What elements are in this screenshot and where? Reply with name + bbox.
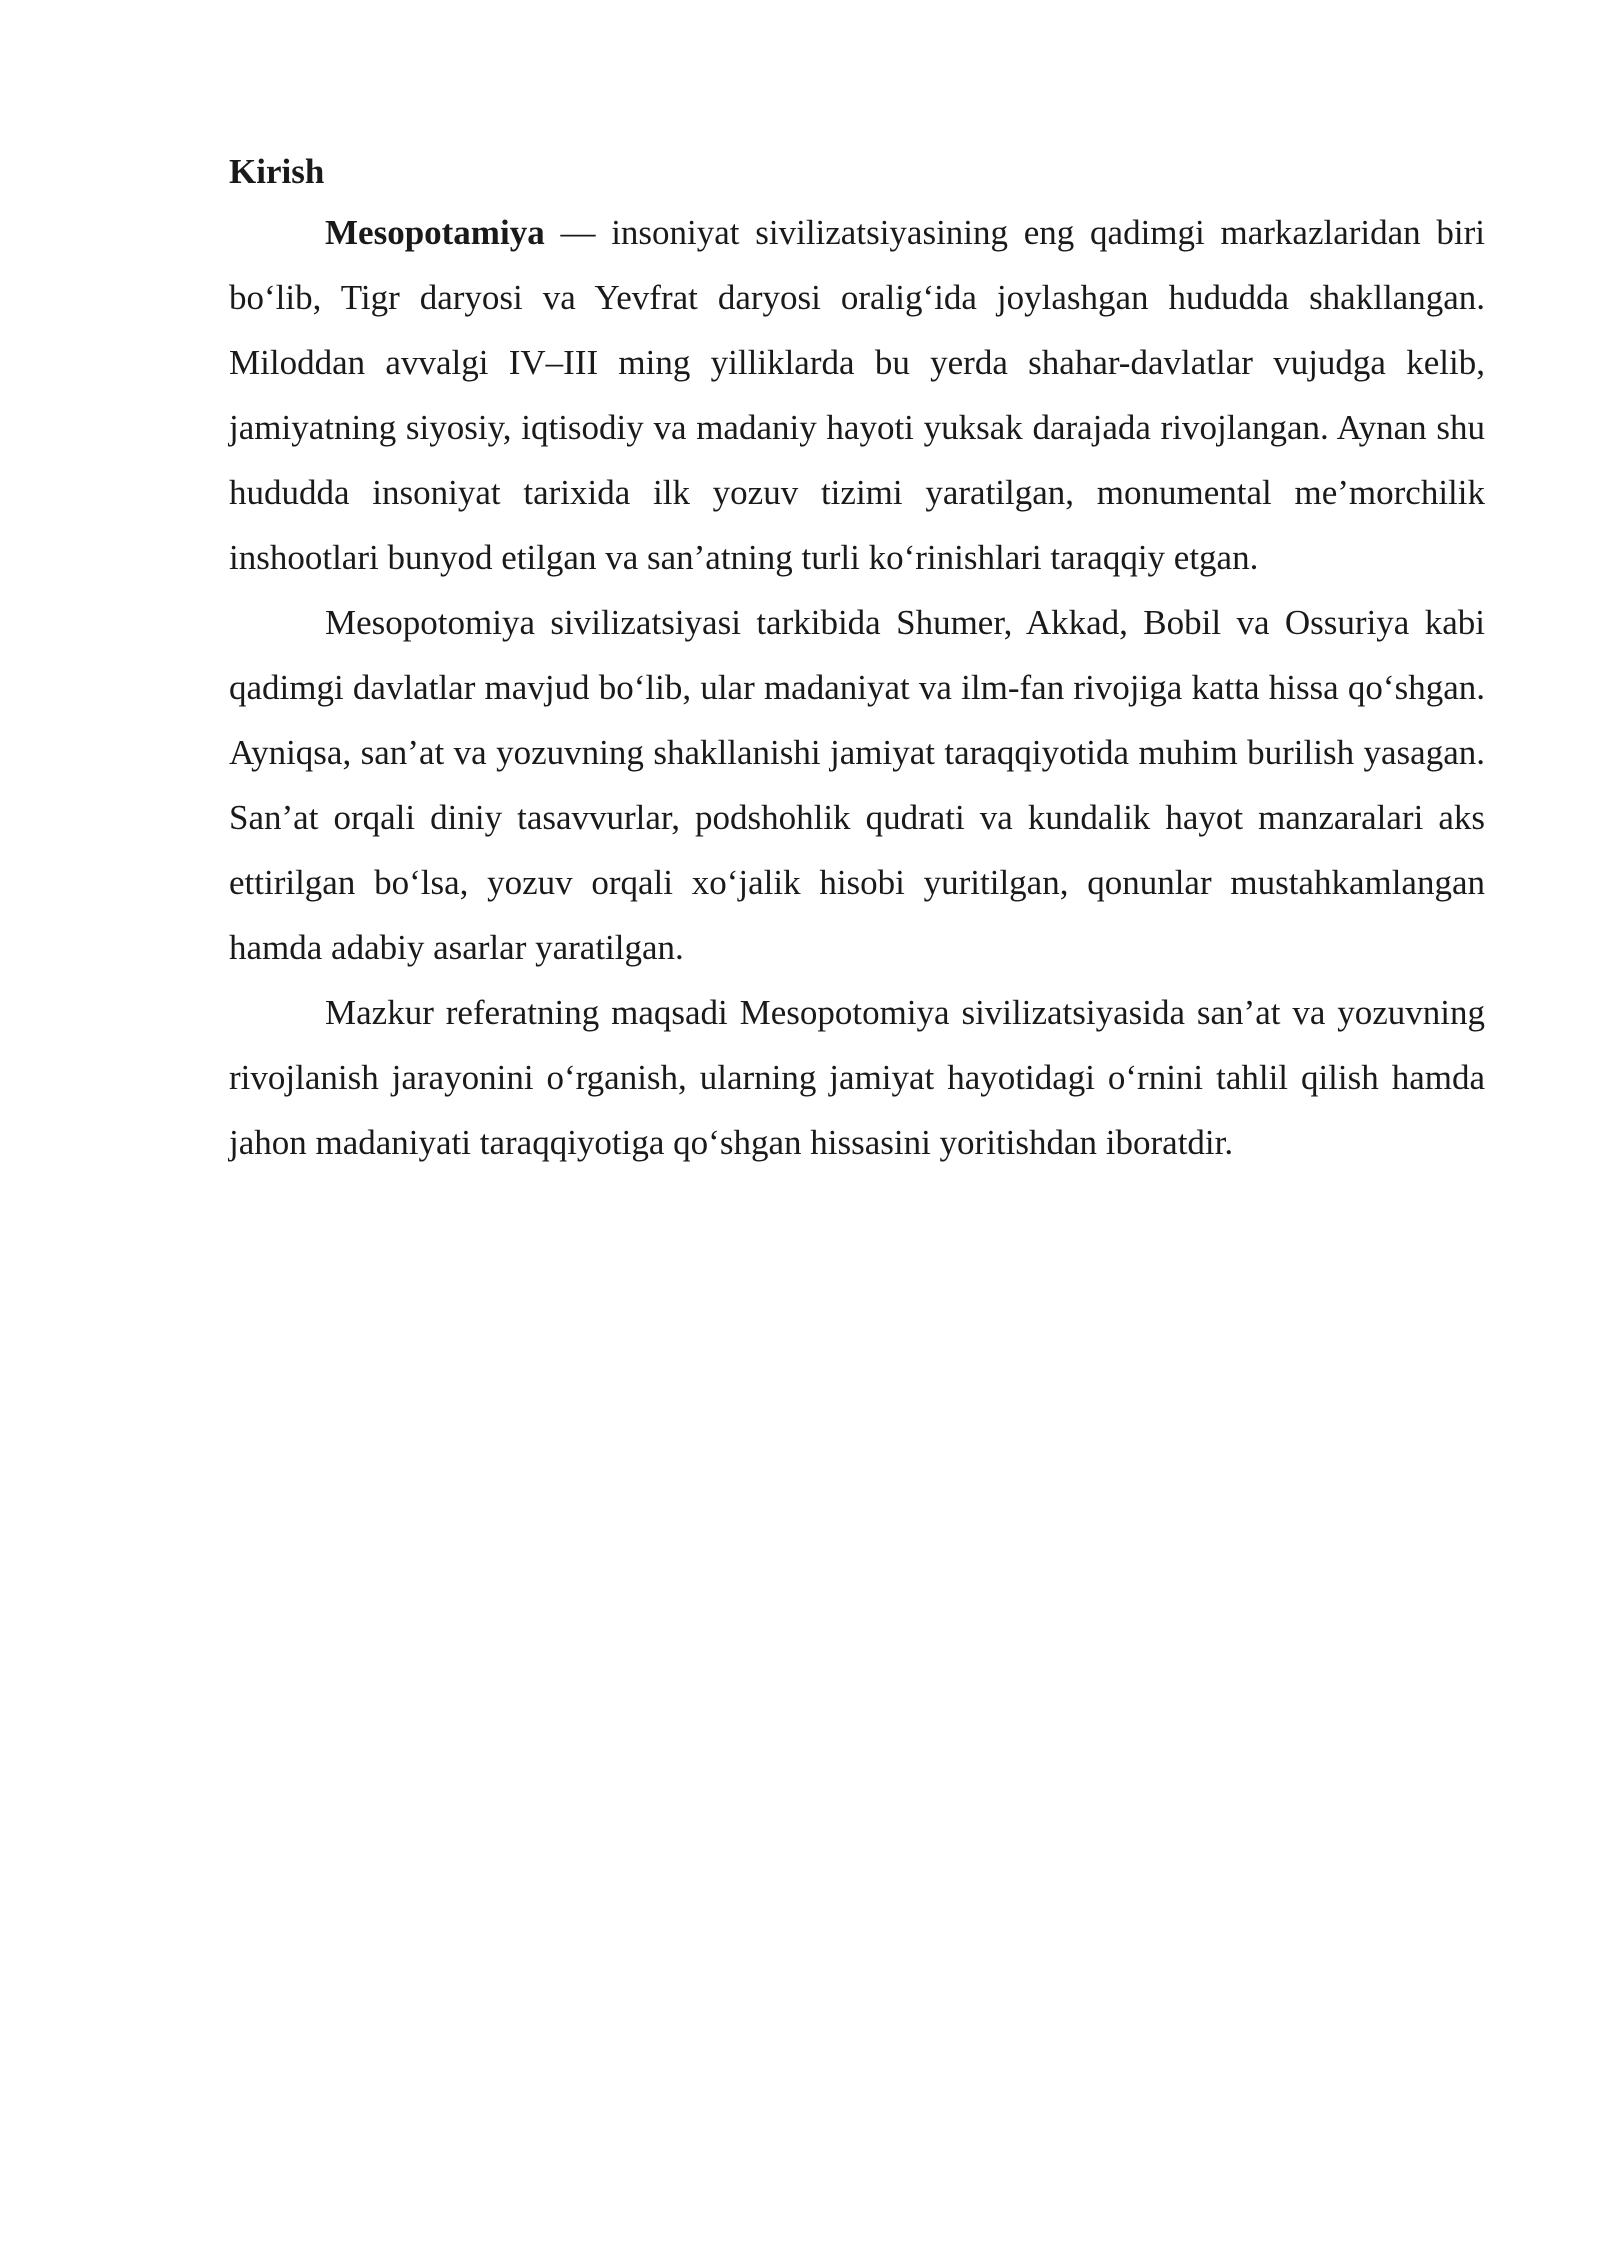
paragraph-1-text: — insoniyat sivilizatsiyasining eng qadimgi markazlaridan biri bo‘lib, Tigr daryosi va Yevfrat daryosi oralig‘ida joylashgan hududda shakllangan. Miloddan avvalgi IV–III ming yilliklarda bu yerda shahar-davlatlar vujudga kelib, jamiyatning siyosiy, iqtisodiy va madaniy hayoti yuksak darajada rivojlangan. Aynan shu hududda insoniyat tarixida ilk yozuv tizimi yaratilgan, monumental me’morchilik inshootlari bunyod etilgan va san’atning turli ko‘rinishlari taraqqiy etgan.	[229, 213, 1485, 577]
paragraph-3: Mazkur referatning maqsadi Mesopotomiya sivilizatsiyasida san’at va yozuvning rivojlanish jarayonini o‘rganish, ularning jamiyat hayotidagi o‘rnini tahlil qilish hamda jahon madaniyati taraqqiyotiga qo‘shgan hissasini yoritishdan iboratdir.	[229, 993, 1485, 1162]
section-heading: Kirish	[229, 152, 325, 191]
paragraph-1	[229, 200, 1485, 590]
document-body	[229, 150, 1485, 1175]
paragraph-2: Mesopotomiya sivilizatsiyasi tarkibida Shumer, Akkad, Bobil va Ossuriya kabi qadimgi davlatlar mavjud bo‘lib, ular madaniyat va ilm-fan rivojiga katta hissa qo‘shgan. Ayniqsa, san’at va yozuvning shakllanishi jamiyat taraqqiyotida muhim burilish yasagan. San’at orqali diniy tasavvurlar, podshohlik qudrati va kundalik hayot manzaralari aks ettirilgan bo‘lsa, yozuv orqali xo‘jalik hisobi yuritilgan, qonunlar mustahkamlangan hamda adabiy asarlar yaratilgan.	[229, 603, 1485, 967]
lead-term: Mesopotamiya	[325, 213, 545, 252]
